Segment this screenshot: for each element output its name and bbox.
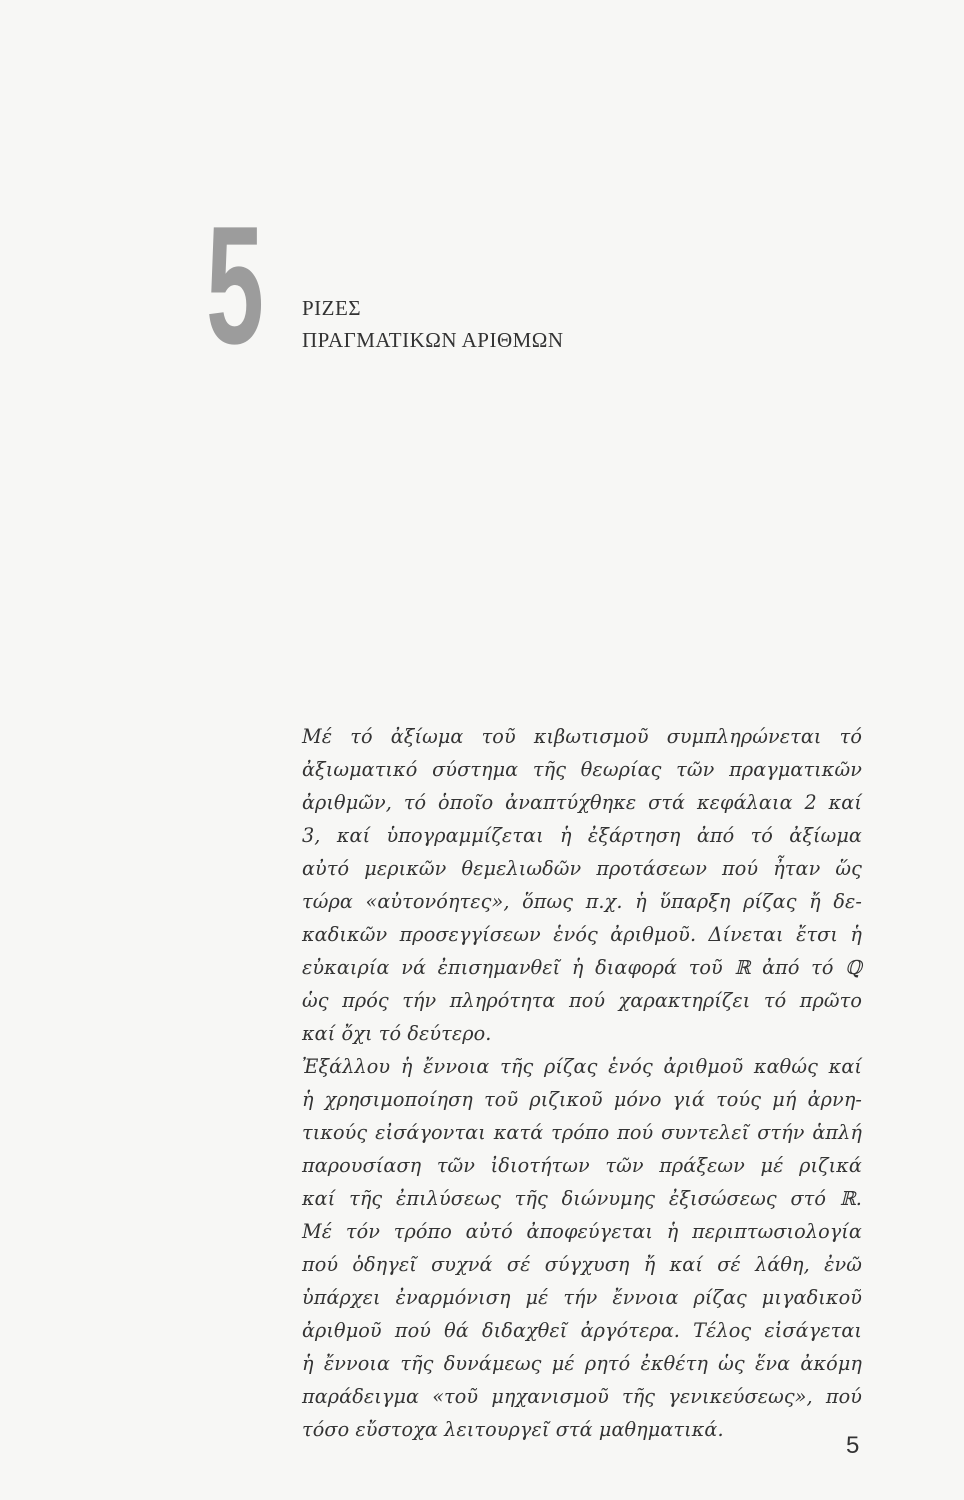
chapter-number: 5 — [206, 191, 264, 379]
text-line: καί τῆς ἐπιλύσεως τῆς διώνυμης ἐξισώσεως στό ℝ. — [302, 1187, 862, 1210]
text-line: αὐτό μερικῶν θεμελιωδῶν προτάσεων πού ἦταν ὥς — [302, 857, 862, 880]
text-line: καδικῶν προσεγγίσεων ἑνός ἀριθμοῦ. Δίνεται ἔτσι ἡ — [302, 923, 862, 946]
text-line: πού ὁδηγεῖ συχνά σέ σύγχυση ἤ καί σέ λάθη, ἐνῶ — [302, 1253, 862, 1276]
text-line: τώρα «αὐτονόητες», ὅπως π.χ. ἡ ὕπαρξη ρίζας ἤ δε- — [302, 890, 862, 913]
text-line: εὐκαιρία νά ἐπισημανθεῖ ἡ διαφορά τοῦ ℝ ἀπό τό ℚ — [302, 956, 862, 979]
text-line: παρουσίαση τῶν ἰδιοτήτων τῶν πράξεων μέ ριζικά — [302, 1154, 862, 1177]
text-line: καί ὄχι τό δεύτερο. — [302, 1022, 492, 1045]
text-line: 3, καί ὑπογραμμίζεται ἡ ἐξάρτηση ἀπό τό ἀξίωμα — [302, 824, 862, 847]
text-line: ἀριθμοῦ πού θά διδαχθεῖ ἀργότερα. Τέλος εἰσάγεται — [302, 1319, 862, 1342]
text-line: παράδειγμα «τοῦ μηχανισμοῦ τῆς γενικεύσεως», πού — [302, 1385, 862, 1408]
text-line: τόσο εὔστοχα λειτουργεῖ στά μαθηματικά. — [302, 1418, 724, 1441]
chapter-introduction-text — [302, 720, 862, 1446]
chapter-title — [302, 292, 564, 356]
text-line: ὡς πρός τήν πληρότητα πού χαρακτηρίζει τό πρῶτο — [302, 989, 862, 1012]
text-line: Μέ τόν τρόπο αὐτό ἀποφεύγεται ἡ περιπτωσιολογία — [302, 1220, 862, 1243]
text-line: Ἐξάλλου ἡ ἔννοια τῆς ρίζας ἑνός ἀριθμοῦ καθώς καί — [302, 1055, 862, 1078]
page-number: 5 — [846, 1432, 860, 1459]
text-line: ἡ χρησιμοποίηση τοῦ ριζικοῦ μόνο γιά τούς μή ἀρνη- — [302, 1088, 862, 1111]
text-line: ἀξιωματικό σύστημα τῆς θεωρίας τῶν πραγματικῶν — [302, 758, 862, 781]
text-line: Μέ τό ἀξίωμα τοῦ κιβωτισμοῦ συμπληρώνεται τό — [302, 725, 862, 748]
text-line: ἡ ἔννοια τῆς δυνάμεως μέ ρητό ἐκθέτη ὡς ἕνα ἀκόμη — [302, 1352, 862, 1375]
text-line: ἀριθμῶν, τό ὁποῖο ἀναπτύχθηκε στά κεφάλαια 2 καί — [302, 791, 862, 814]
chapter-title-line-1: ΡΙΖΕΣ — [302, 296, 362, 320]
chapter-title-line-2: ΠΡΑΓΜΑΤΙΚΩΝ ΑΡΙΘΜΩΝ — [302, 328, 564, 352]
text-line: τικούς εἰσάγονται κατά τρόπο πού συντελεῖ στήν ἁπλή — [302, 1121, 862, 1144]
text-line: ὑπάρχει ἐναρμόνιση μέ τήν ἔννοια ρίζας μιγαδικοῦ — [302, 1286, 862, 1309]
